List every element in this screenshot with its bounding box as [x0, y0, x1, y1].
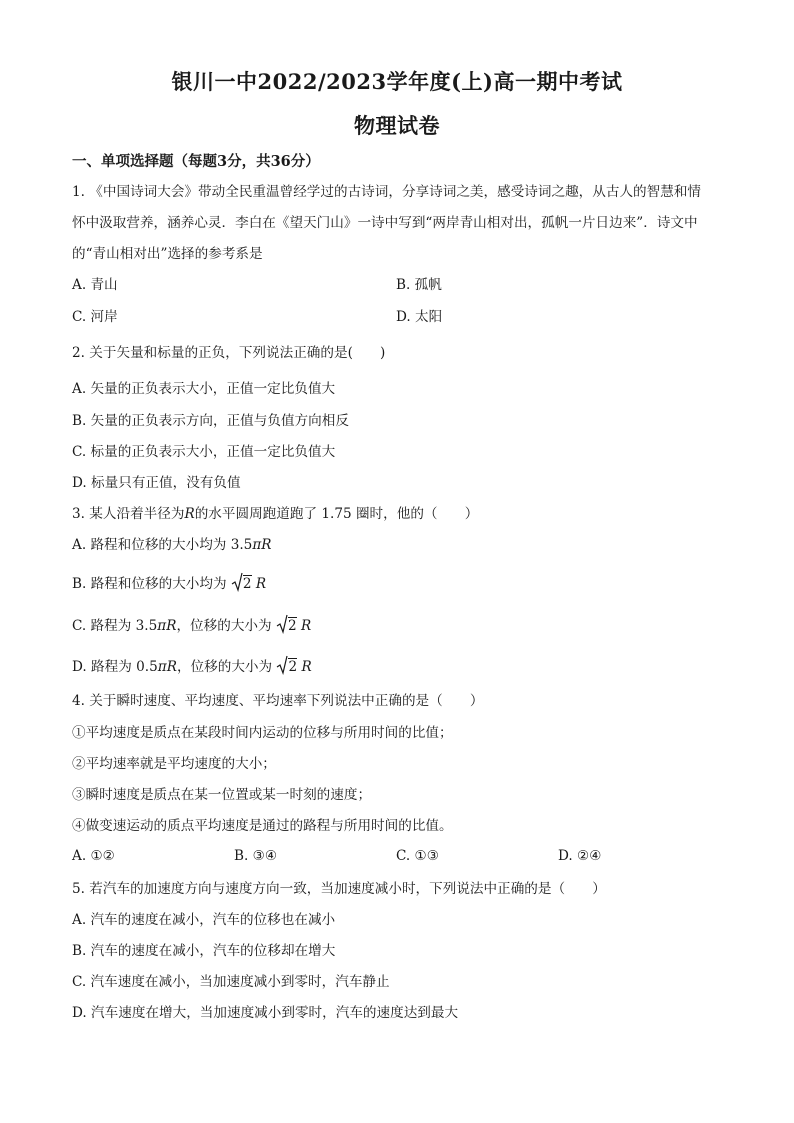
q3-a-text: A. 路程和位移的大小均为 3.5 — [72, 537, 253, 553]
q3-b-radicand: 2 — [242, 576, 252, 592]
q1-stem-line-2: 怀中汲取营养，涵养心灵．李白在《望天门山》一诗中写到“两岸青山相对出，孤帆一片日边来”．诗文中 — [72, 215, 698, 231]
section-heading: 一、单项选择题（每题3分，共36分） — [72, 153, 320, 170]
exam-subtitle: 物理试卷 — [354, 113, 440, 138]
q3-d-pi: π — [157, 659, 167, 675]
q4-stem: 4. 关于瞬时速度、平均速度、平均速率下列说法中正确的是（ ） — [72, 693, 484, 709]
sqrt-symbol — [231, 572, 243, 593]
q2-option-c: C. 标量的正负表示大小，正值一定比负值大 — [72, 444, 336, 460]
q5-option-d: D. 汽车速度在增大，当加速度减小到零时，汽车的速度达到最大 — [72, 1005, 459, 1021]
q1-option-c: C. 河岸 — [72, 309, 118, 325]
q3-c-text: C. 路程为 3.5 — [72, 618, 158, 634]
q3-a-pi: π — [252, 537, 262, 553]
q2-option-b: B. 矢量的正负表示方向，正值与负值方向相反 — [72, 413, 349, 429]
q5-option-a: A. 汽车的速度在减小，汽车的位移也在减小 — [72, 912, 336, 928]
q3-a-r: R — [261, 537, 272, 553]
q3-b-r: R — [255, 576, 267, 592]
q5-option-c: C. 汽车速度在减小，当加速度减小到零时，汽车静止 — [72, 974, 390, 990]
q3-stem-pre: 3. 某人沿着半径为 — [72, 506, 185, 522]
sqrt-symbol — [276, 655, 288, 676]
q2-option-a: A. 矢量的正负表示大小，正值一定比负值大 — [72, 381, 336, 397]
q3-option-b — [72, 572, 266, 593]
q4-option-a: A. ①② — [72, 848, 115, 864]
q3-c-radicand: 2 — [287, 618, 297, 634]
q3-d-radicand: 2 — [288, 659, 298, 675]
q4-statement-1: ①平均速度是质点在某段时间内运动的位移与所用时间的比值； — [72, 725, 453, 741]
q3-c-mid: ，位移的大小为 — [176, 618, 272, 634]
q1-stem-line-3: 的“青山相对出”选择的参考系是 — [72, 246, 263, 262]
q2-stem: 2. 关于矢量和标量的正负，下列说法正确的是( ) — [72, 345, 386, 361]
q1-option-a: A. 青山 — [72, 277, 118, 293]
q3-d-text: D. 路程为 0.5 — [72, 659, 158, 675]
q3-c-r: R — [166, 618, 177, 634]
q4-option-c: C. ①③ — [396, 848, 439, 864]
q3-d-r2: R — [301, 659, 312, 675]
q4-option-d: D. ②④ — [558, 848, 602, 864]
q3-stem-post: 的水平圆周跑道跑了 1.75 圈时，他的（ ） — [194, 506, 479, 522]
q5-option-b: B. 汽车的速度在减小，汽车的位移却在增大 — [72, 943, 336, 959]
q3-d-r: R — [166, 659, 177, 675]
exam-title: 银川一中2022/2023学年度(上)高一期中考试 — [171, 69, 623, 94]
q3-c-r2: R — [300, 618, 312, 634]
q3-option-d — [72, 655, 312, 676]
q3-stem-var-r: R — [184, 506, 195, 522]
q1-option-d: D. 太阳 — [396, 309, 443, 325]
q3-stem — [72, 505, 478, 523]
q1-option-b: B. 孤帆 — [396, 277, 442, 293]
q1-stem-line-1: 1. 《中国诗词大会》带动全民重温曾经学过的古诗词，分享诗词之美，感受诗词之趣，从古人的智慧和情 — [72, 184, 702, 200]
q4-statement-4: ④做变速运动的质点平均速度是通过的路程与所用时间的比值。 — [72, 818, 453, 834]
q4-statement-2: ②平均速率就是平均速度的大小； — [72, 756, 276, 772]
q3-option-a — [72, 536, 272, 554]
q4-option-b: B. ③④ — [234, 848, 278, 864]
q3-option-c — [72, 614, 311, 635]
q5-stem: 5. 若汽车的加速度方向与速度方向一致，当加速度减小时，下列说法中正确的是（ ） — [72, 881, 606, 897]
q3-b-text: B. 路程和位移的大小均为 — [72, 576, 227, 592]
q3-c-pi: π — [157, 618, 167, 634]
q4-statement-3: ③瞬时速度是质点在某一位置或某一时刻的速度； — [72, 787, 372, 803]
q3-d-mid: ，位移的大小为 — [176, 659, 273, 675]
sqrt-symbol — [276, 614, 288, 635]
q2-option-d: D. 标量只有正值，没有负值 — [72, 475, 241, 491]
